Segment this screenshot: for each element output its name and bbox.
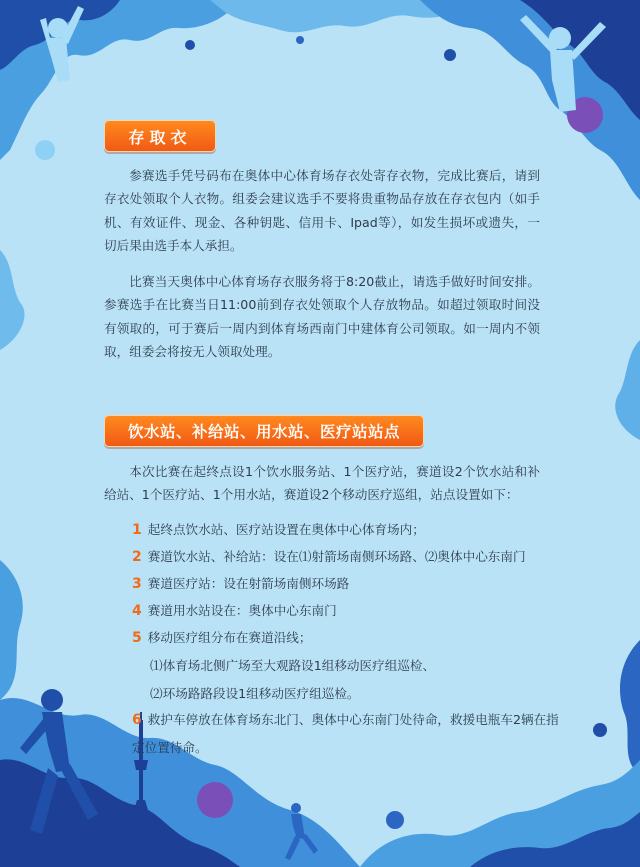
section-title-clothing-storage: 存取衣 bbox=[104, 120, 216, 152]
list-text: 赛道医疗站：设在射箭场南侧环场路 bbox=[147, 576, 350, 591]
list-item bbox=[132, 627, 311, 646]
list-number: 3 bbox=[132, 576, 142, 592]
list-number: 1 bbox=[132, 522, 142, 538]
list-number: 2 bbox=[132, 549, 142, 565]
paragraph-storage-schedule: 比赛当天奥体中心体育场存衣服务将于8:20截止，请选手做好时间安排。参赛选手在比赛当日11:00前到存衣处领取个人存放物品。如超过领取时间没有领取的，可于赛后一周内到体育场西南门中建体育公司领取。如一周内不领取，组委会将按无人领取处理。 bbox=[104, 274, 540, 360]
list-text: 赛道用水站设在：奥体中心东南门 bbox=[147, 603, 337, 618]
list-item bbox=[132, 706, 562, 761]
list-number: 6 bbox=[132, 712, 142, 728]
section-title-stations: 饮水站、补给站、用水站、医疗站站点 bbox=[104, 415, 424, 447]
list-item bbox=[132, 546, 526, 565]
paragraph-storage-rules: 参赛选手凭号码布在奥体中心体育场存衣处寄存衣物，完成比赛后，请到存衣处领取个人衣物。组委会建议选手不要将贵重物品存放在存衣包内（如手机、有效证件、现金、各种钥匙、信用卡、Ipad等），如发生损坏或遗失，一切后果由选手本人承担。 bbox=[104, 168, 540, 254]
sub-list-item: ⑵环场路路段设1组移动医疗组巡检。 bbox=[150, 686, 360, 701]
list-text: 移动医疗组分布在赛道沿线； bbox=[147, 630, 312, 645]
list-text: 起终点饮水站、医疗站设置在奥体中心体育场内； bbox=[147, 522, 425, 537]
list-number: 4 bbox=[132, 603, 142, 619]
list-item bbox=[132, 519, 425, 538]
list-item bbox=[132, 600, 337, 619]
list-number: 5 bbox=[132, 630, 142, 646]
list-text: 赛道饮水站、补给站：设在⑴射箭场南侧环场路、⑵奥体中心东南门 bbox=[147, 549, 526, 564]
sub-list-item: ⑴体育场北侧广场至大观路设1组移动医疗组巡检、 bbox=[150, 658, 436, 673]
list-item bbox=[132, 573, 349, 592]
list-text: 救护车停放在体育场东北门、奥体中心东南门处待命，救援电瓶车2辆在指定位置待命。 bbox=[132, 712, 559, 755]
paragraph-stations-intro: 本次比赛在起终点设1个饮水服务站、1个医疗站，赛道设2个饮水站和补给站、1个医疗站、1个用水站，赛道设2个移动医疗巡组，站点设置如下： bbox=[104, 464, 540, 503]
